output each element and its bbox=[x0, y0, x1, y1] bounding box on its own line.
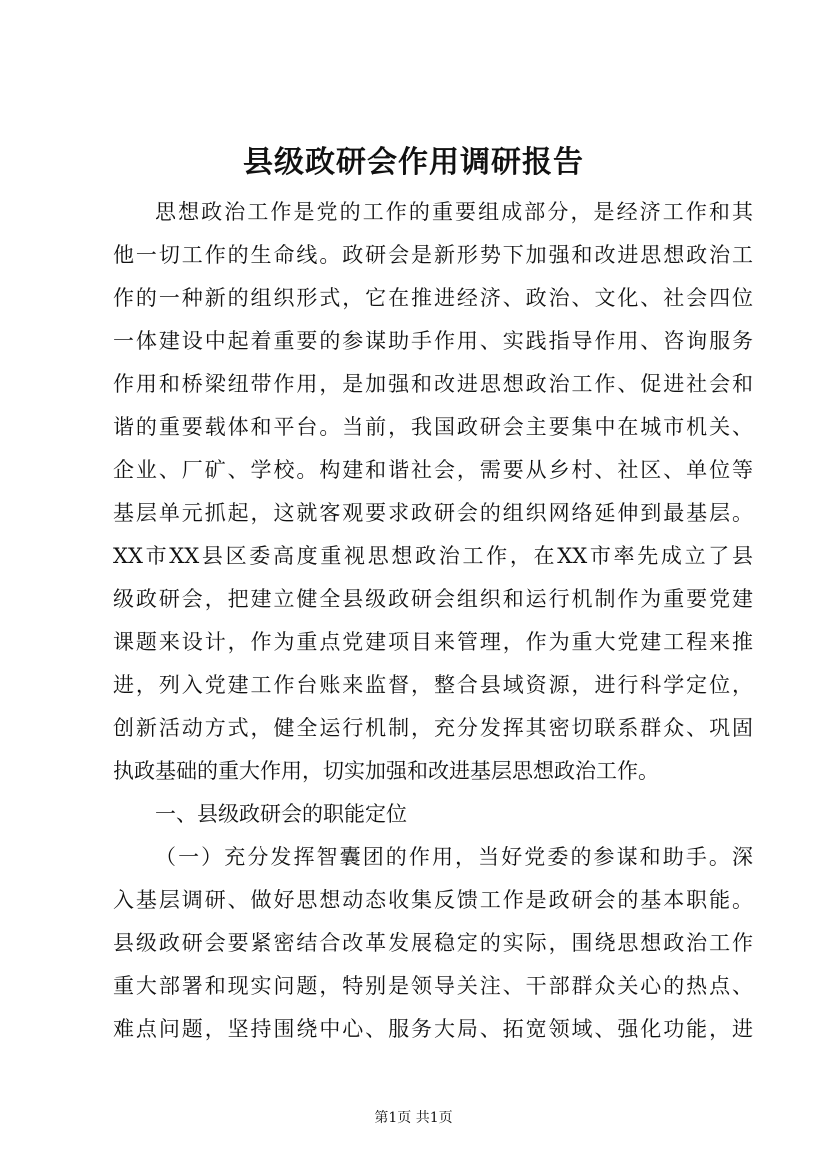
text-line: 作的一种新的组织形式，它在推进经济、政治、文化、社会四位 bbox=[113, 286, 753, 310]
text-line: 谐的重要载体和平台。当前，我国政研会主要集中在城市机关、 bbox=[113, 415, 753, 439]
document-title: 县级政研会作用调研报告 bbox=[243, 145, 584, 180]
text-line: 重大部署和现实问题，特别是领导关注、干部群众关心的热点、 bbox=[113, 974, 753, 998]
text-line: 一体建设中起着重要的参谋助手作用、实践指导作用、咨询服务 bbox=[113, 329, 753, 353]
section-heading: 一、县级政研会的职能定位 bbox=[155, 802, 407, 826]
text-line: 基层单元抓起，这就客观要求政研会的组织网络延伸到最基层。 bbox=[113, 501, 753, 525]
text-line: 他一切工作的生命线。政研会是新形势下加强和改进思想政治工 bbox=[113, 243, 753, 267]
text-line: 难点问题，坚持围绕中心、服务大局、拓宽领域、强化功能，进 bbox=[113, 1017, 753, 1041]
text-line: （一）充分发挥智囊团的作用，当好党委的参谋和助手。深 bbox=[155, 845, 753, 869]
text-line: 执政基础的重大作用，切实加强和改进基层思想政治工作。 bbox=[113, 759, 659, 783]
text-line: 级政研会，把建立健全县级政研会组织和运行机制作为重要党建 bbox=[113, 587, 753, 611]
text-line: 思想政治工作是党的工作的重要组成部分，是经济工作和其 bbox=[155, 200, 753, 224]
text-line: 进，列入党建工作台账来监督，整合县域资源，进行科学定位， bbox=[113, 673, 753, 697]
text-line: 作用和桥梁纽带作用，是加强和改进思想政治工作、促进社会和 bbox=[113, 372, 753, 396]
text-line: 入基层调研、做好思想动态收集反馈工作是政研会的基本职能。 bbox=[113, 888, 753, 912]
page-number: 第1页 共1页 bbox=[374, 1110, 453, 1126]
text-line: XX市XX县区委高度重视思想政治工作，在XX市率先成立了县 bbox=[113, 544, 753, 568]
text-line: 县级政研会要紧密结合改革发展稳定的实际，围绕思想政治工作 bbox=[113, 931, 753, 955]
text-line: 课题来设计，作为重点党建项目来管理，作为重大党建工程来推 bbox=[113, 630, 753, 654]
text-line: 企业、厂矿、学校。构建和谐社会，需要从乡村、社区、单位等 bbox=[113, 458, 753, 482]
text-line: 创新活动方式，健全运行机制，充分发挥其密切联系群众、巩固 bbox=[113, 716, 753, 740]
